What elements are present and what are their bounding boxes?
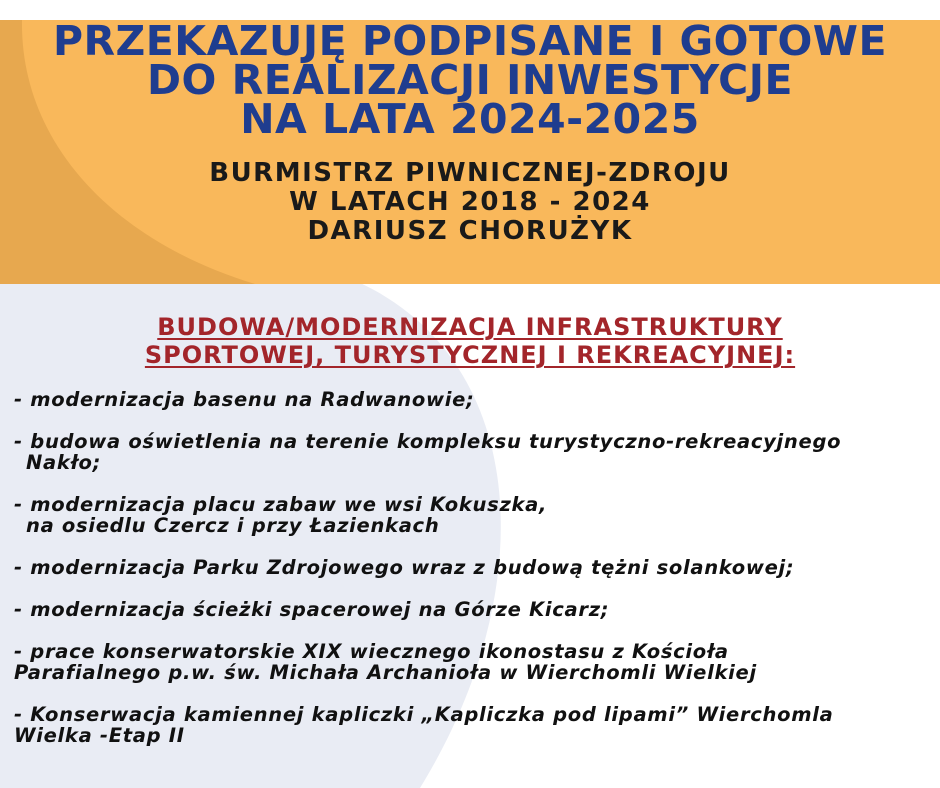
subtitle-line: DARIUSZ CHORUŻYK [307, 216, 633, 246]
list-item-line: Nakło; [26, 451, 102, 474]
list-item-line: - modernizacja placu zabaw we wsi Kokuszka, [14, 493, 548, 516]
list-item [14, 494, 934, 536]
list-item-line: Wielka -Etap II [14, 724, 185, 747]
list-item-line: - modernizacja Parku Zdrojowego wraz z budową tężni solankowej; [14, 556, 795, 579]
section-heading-line: SPORTOWEJ, TURYSTYCZNEJ I REKREACYJNEJ: [144, 341, 796, 369]
main-title [0, 17, 940, 143]
list-item [14, 557, 934, 578]
title-line: NA LATA 2024-2025 [240, 95, 700, 143]
list-item-line: Parafialnego p.w. św. Michała Archanioła w Wierchomli Wielkiej [14, 661, 757, 684]
section-heading [0, 313, 940, 369]
title-line: PRZEKAZUJĘ PODPISANE I GOTOWE [52, 17, 888, 65]
list-item-line: - budowa oświetlenia na terenie kompleksu turystyczno-rekreacyjnego [14, 430, 842, 453]
list-item-line: na osiedlu Czercz i przy Łazienkach [26, 514, 440, 537]
header [0, 17, 940, 246]
list-item [14, 599, 934, 620]
list-item-line: - Konserwacja kamiennej kapliczki „Kapliczka pod lipami” Wierchomla [14, 703, 834, 726]
list-item-line: - modernizacja basenu na Radwanowie; [14, 388, 475, 411]
list-item [14, 704, 934, 746]
investment-list [14, 389, 934, 767]
subtitle-line: W LATACH 2018 - 2024 [289, 187, 651, 217]
section-heading-line: BUDOWA/MODERNIZACJA INFRASTRUKTURY [157, 313, 783, 341]
title-line: DO REALIZACJI INWESTYCJE [146, 56, 794, 104]
list-item [14, 431, 934, 473]
list-item-line: - prace konserwatorskie XIX wiecznego ikonostasu z Kościoła [14, 640, 729, 663]
subtitle [0, 159, 940, 246]
subtitle-line: BURMISTRZ PIWNICZNEJ-ZDROJU [209, 158, 731, 188]
list-item [14, 641, 934, 683]
list-item-line: - modernizacja ścieżki spacerowej na Górze Kicarz; [14, 598, 610, 621]
list-item [14, 389, 934, 410]
